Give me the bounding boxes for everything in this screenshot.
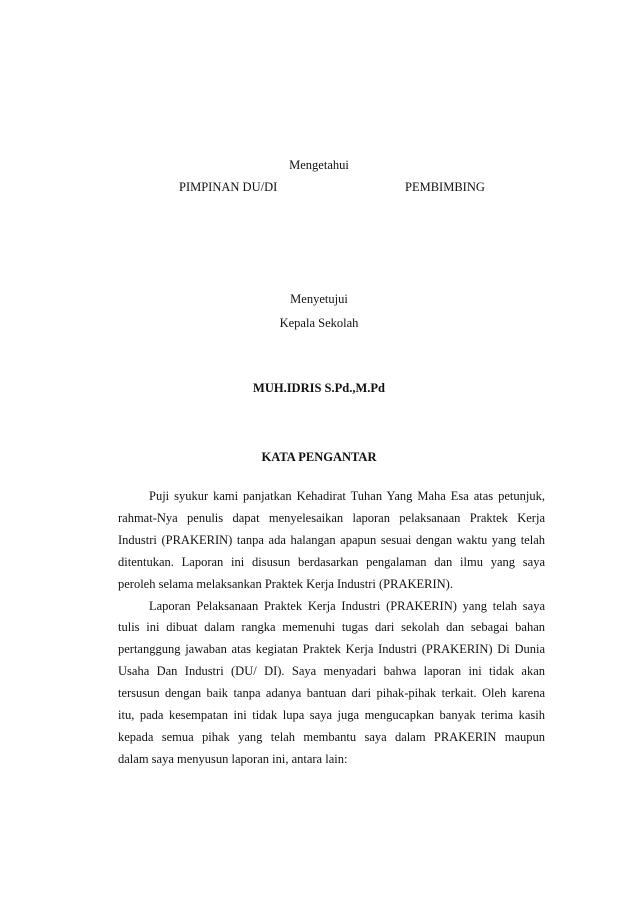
principal-title: Kepala Sekolah — [279, 316, 359, 330]
paragraph-line: Usaha Dan Industri (DU/ DI). Saya menyadari bahwa laporan ini tidak akan — [118, 664, 545, 679]
paragraph-line: tulis ini dibuat dalam rangka memenuhi tugas dari sekolah dan sebagai bahan — [118, 620, 545, 635]
paragraph-line: Industri (PRAKERIN) tanpa ada halangan apapun sesuai dengan waktu yang telah — [118, 532, 545, 547]
paragraph-line: Laporan Pelaksanaan Praktek Kerja Industri (PRAKERIN) yang telah saya — [149, 598, 545, 613]
paragraph-line: peroleh selama melaksankan Praktek Kerja Industri (PRAKERIN). — [118, 576, 453, 591]
paragraph-line: pertanggung jawaban atas kegiatan Praktek Kerja Industri (PRAKERIN) Di Dunia — [118, 642, 545, 657]
known-label: Mengetahui — [289, 158, 349, 172]
foreword-heading: KATA PENGANTAR — [261, 450, 377, 464]
paragraph-line: rahmat-Nya penulis dapat menyelesaikan laporan pelaksanaan Praktek Kerja — [118, 510, 545, 525]
paragraph-line: itu, pada kesempatan ini tidak lupa saya juga mengucapkan banyak terima kasih — [118, 707, 545, 722]
paragraph-line: ditentukan. Laporan ini disusun berdasarkan pengalaman dan ilmu yang saya — [118, 554, 545, 569]
paragraph-line: Puji syukur kami panjatkan Kehadirat Tuhan Yang Maha Esa atas petunjuk, — [149, 489, 545, 503]
left-signatory-title: PIMPINAN DU/DI — [179, 180, 278, 194]
paragraph-line: dalam saya menyusun laporan ini, antara lain: — [118, 751, 348, 766]
paragraph-line: tersusun dengan baik tanpa adanya bantuan dari pihak-pihak terkait. Oleh karena — [118, 686, 545, 701]
foreword-paragraph-1 — [118, 486, 545, 595]
foreword-paragraph-2 — [118, 596, 545, 771]
paragraph-line: kepada semua pihak yang telah membantu saya dalam PRAKERIN maupun — [118, 729, 545, 744]
principal-name: MUH.IDRIS S.Pd.,M.Pd — [253, 381, 385, 395]
right-signatory-title: PEMBIMBING — [405, 180, 485, 194]
agree-label: Menyetujui — [290, 292, 348, 306]
